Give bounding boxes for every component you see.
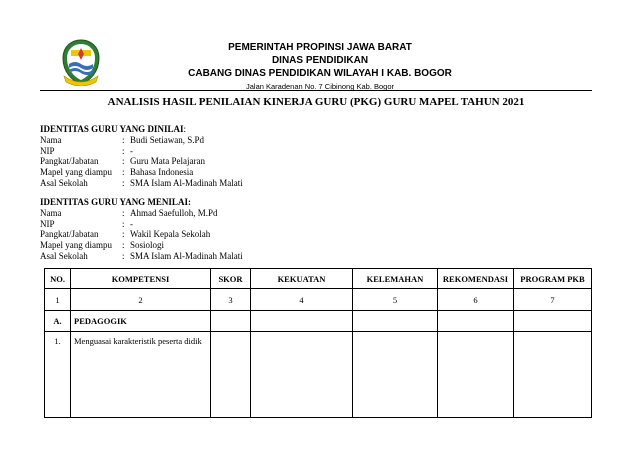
identity-row: Nama : Budi Setiawan, S.Pd [40,134,205,145]
column-number: 7 [514,289,592,311]
identity-label: Mapel yang diampu [40,240,112,251]
identity-value: Wakil Kepala Sekolah [130,229,211,240]
column-number: 1 [45,289,71,311]
identity-row: Pangkat/Jabatan : Guru Mata Pelajaran [40,156,205,167]
identity-value: SMA Islam Al-Madinah Malati [130,250,243,261]
identity-value: Ahmad Saefulloh, M.Pd [130,207,218,218]
agency-name: DINAS PENDIDIKAN [271,55,369,66]
column-number: 6 [438,289,514,311]
section-letter: A. [45,311,71,332]
assessed-heading: IDENTITAS GURU YANG DINILAI: [40,124,186,134]
identity-label: NIP [40,145,55,156]
empty-cell [353,311,438,332]
table-row [45,332,592,418]
identity-row: NIP : - [40,145,133,156]
score-cell [211,332,251,418]
section-row [45,311,592,332]
identity-row: Pangkat/Jabatan : Wakil Kepala Sekolah [40,229,211,240]
column-header: REKOMENDASI [438,269,514,289]
column-number: 5 [353,289,438,311]
identity-label: Mapel yang diampu [40,167,112,178]
identity-row: Mapel yang diampu : Sosiologi [40,240,165,251]
column-number: 2 [71,289,211,311]
identity-value: - [130,145,133,156]
identity-row: NIP : - [40,218,133,229]
identity-label: Pangkat/Jabatan [40,229,99,240]
identity-value: Guru Mata Pelajaran [130,156,205,167]
empty-cell [211,311,251,332]
identity-value: Bahasa Indonesia [130,167,194,178]
letterhead-divider [40,90,592,91]
identity-label: NIP [40,218,55,229]
document-title: ANALISIS HASIL PENILAIAN KINERJA GURU (PKG) GURU MAPEL TAHUN 2021 [107,96,525,108]
item-competency: Menguasai karakteristik peserta didik [71,332,211,418]
identity-label: Asal Sekolah [40,177,88,188]
assessed-teacher-identity [40,124,243,189]
table-header-row [45,269,592,289]
recommendation-cell [438,332,514,418]
government-name: PEMERINTAH PROPINSI JAWA BARAT [228,42,412,53]
branch-name: CABANG DINAS PENDIDIKAN WILAYAH I KAB. BOGOR [188,68,452,79]
empty-cell [514,311,592,332]
identity-value: Sosiologi [130,240,165,251]
address: Jalan Karadenan No. 7 Cibinong Kab. Bogor [245,82,395,91]
pkb-program-cell [514,332,592,418]
identity-row: Asal Sekolah : SMA Islam Al-Madinah Malati [40,250,243,261]
west-java-emblem-icon [60,38,102,86]
identity-value: Budi Setiawan, S.Pd [130,134,205,145]
strength-cell [251,332,353,418]
column-header: KOMPETENSI [71,269,211,289]
column-number: 4 [251,289,353,311]
identity-label: Nama [40,207,62,218]
column-header: NO. [45,269,71,289]
assessor-teacher-identity [40,197,243,262]
column-number: 3 [211,289,251,311]
identity-row: Asal Sekolah : SMA Islam Al-Madinah Malati [40,177,243,188]
identity-label: Asal Sekolah [40,250,88,261]
item-number: 1. [45,332,71,418]
pkg-analysis-table [44,268,592,418]
column-header: KELEMAHAN [353,269,438,289]
empty-cell [251,311,353,332]
identity-row: Nama : Ahmad Saefulloh, M.Pd [40,207,218,218]
identity-label: Nama [40,134,62,145]
weakness-cell [353,332,438,418]
section-name: PEDAGOGIK [71,311,211,332]
column-header: SKOR [211,269,251,289]
empty-cell [438,311,514,332]
identity-value: - [130,218,133,229]
column-number-row [45,289,592,311]
column-header: PROGRAM PKB [514,269,592,289]
identity-value: SMA Islam Al-Madinah Malati [130,177,243,188]
letterhead [110,40,530,92]
column-header: KEKUATAN [251,269,353,289]
identity-label: Pangkat/Jabatan [40,156,99,167]
assessor-heading: IDENTITAS GURU YANG MENILAI: [40,197,191,207]
identity-row: Mapel yang diampu : Bahasa Indonesia [40,167,194,178]
